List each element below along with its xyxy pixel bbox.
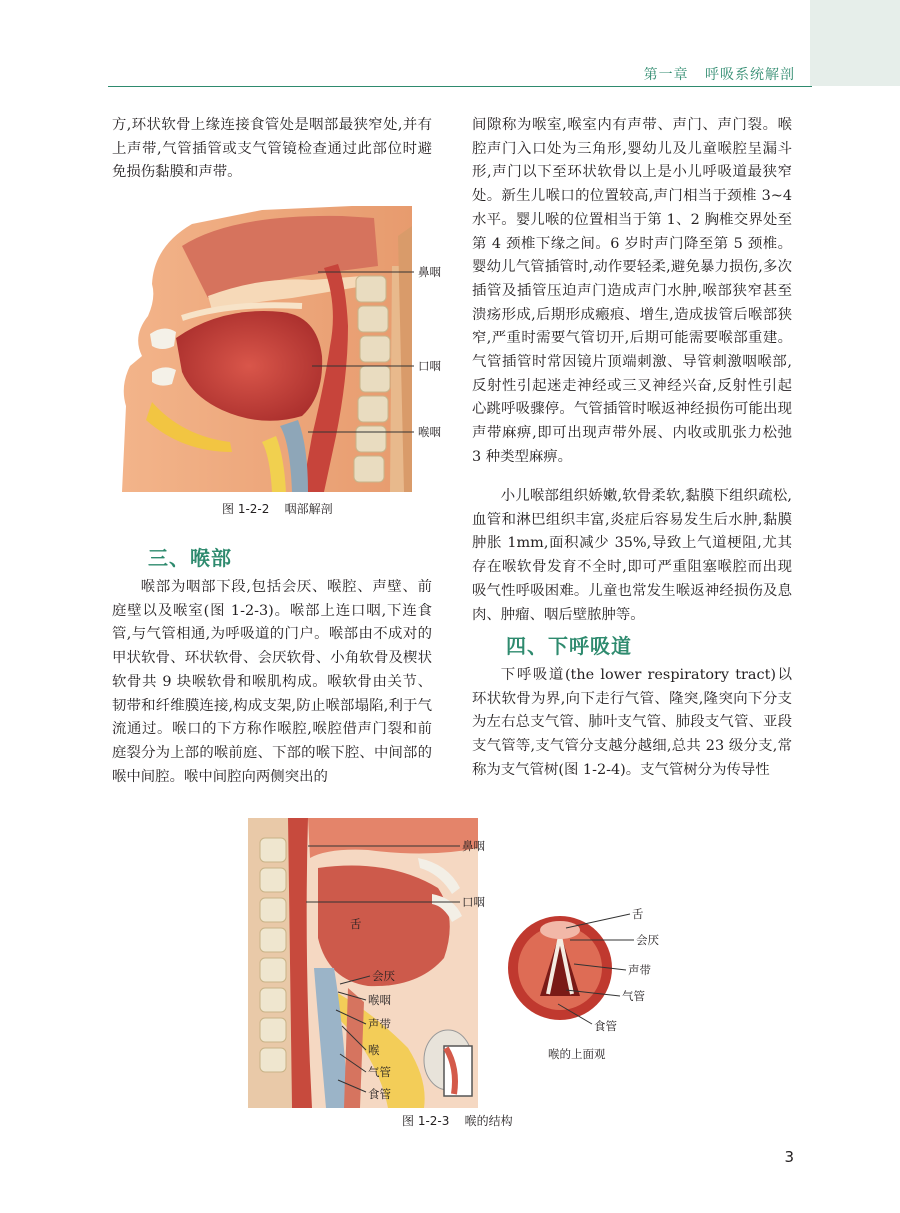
label-nasopharynx: 鼻咽	[462, 839, 485, 853]
label-esophagus: 食管	[368, 1087, 391, 1101]
figure-caption: 图 1-2-3 喉的结构	[402, 1114, 513, 1128]
figure-larynx-structure	[248, 818, 664, 1108]
label-esophagus-top-view: 食管	[594, 1019, 617, 1033]
left-column-top	[112, 114, 432, 185]
larynx-illustration	[248, 818, 664, 1108]
paragraph: 喉部为咽部下段,包括会厌、喉腔、声壁、前庭壁以及喉室(图 1-2-3)。喉部上连口咽,下连食管,与气管相通,为呼吸道的门户。喉部由不成对的甲状软骨、环状软骨、会厌软骨、小角软骨及楔状软骨共 9 块喉软骨和喉肌构成。喉软骨由关节、韧带和纤维膜连接,构成支架,防止喉部塌陷,利于气流通过。喉口的下方称作喉腔,喉腔借声门裂和前庭裂分为上部的喉前庭、下部的喉下腔、中间部的喉中间腔。喉中间腔向两侧突出的	[112, 579, 432, 785]
label-larynx: 喉	[368, 1043, 380, 1057]
right-column-middle	[472, 485, 792, 627]
label-oropharynx: 口咽	[418, 359, 441, 373]
header-rule	[108, 86, 812, 87]
right-column-bottom	[472, 664, 792, 783]
inset-caption: 喉的上面观	[548, 1047, 606, 1061]
label-trachea-top-view: 气管	[622, 989, 645, 1003]
label-epiglottis: 会厌	[372, 969, 395, 983]
section-heading: 三、喉部	[148, 546, 232, 570]
section-heading: 四、下呼吸道	[506, 634, 632, 658]
label-epiglottis-top-view: 会厌	[636, 933, 659, 947]
running-header: 第一章 呼吸系统解剖	[643, 67, 795, 83]
figure-pharynx-anatomy	[112, 206, 446, 492]
right-column-top	[472, 114, 792, 470]
label-vocal-cord-top-view: 声带	[628, 963, 651, 977]
figure-caption: 图 1-2-2 咽部解剖	[222, 502, 333, 516]
label-vocal-cord: 声带	[368, 1017, 391, 1031]
label-laryngopharynx: 喉咽	[418, 425, 441, 439]
label-laryngopharynx: 喉咽	[368, 993, 391, 1007]
paragraph: 间隙称为喉室,喉室内有声带、声门、声门裂。喉腔声门入口处为三角形,婴幼儿及儿童喉腔呈漏斗形,声门以下至环状软骨以上是小儿呼吸道最狭窄处。新生儿喉口的位置较高,声门相当于颈椎 3~4 水平。婴儿喉的位置相当于第 1、2 胸椎交界处至第 4 颈椎下缘之间。6 岁时声门降至第 5 颈椎。婴幼儿气管插管时,动作要轻柔,避免暴力损伤,多次插管及插管压迫声门造成声门水肿,喉部狭窄甚至溃疡形成,后期形成瘢痕、增生,造成拔管后喉部狭窄,严重时需要气管切开,后期可能需要喉部重建。气管插管时常因镜片顶端刺激、导管刺激咽喉部,反射性引起迷走神经或三叉神经兴奋,反射性引起心跳呼吸骤停。气管插管时喉返神经损伤可能出现声带麻痹,即可出现声带外展、内收或肌张力松弛 3 种类型麻痹。	[472, 117, 792, 465]
paragraph: 下呼吸道(the lower respiratory tract)以环状软骨为界,向下走行气管、隆突,隆突向下分支为左右总支气管、肺叶支气管、肺段支气管、亚段支气管等,支气管分支越分越细,总共 23 级分支,常称为支气管树(图 1-2-4)。支气管树分为传导性	[472, 667, 792, 778]
pharynx-illustration	[112, 206, 446, 492]
left-column-bottom	[112, 576, 432, 789]
label-tongue-top-view: 舌	[632, 907, 644, 921]
page-number: 3	[784, 1148, 794, 1166]
label-nasopharynx: 鼻咽	[418, 265, 441, 279]
label-oropharynx: 口咽	[462, 895, 485, 909]
corner-tab	[810, 0, 900, 86]
paragraph: 方,环状软骨上缘连接食管处是咽部最狭窄处,并有上声带,气管插管或支气管镜检查通过此部位时避免损伤黏膜和声带。	[112, 117, 432, 181]
label-trachea: 气管	[368, 1065, 391, 1079]
label-tongue: 舌	[350, 917, 362, 931]
paragraph: 小儿喉部组织娇嫩,软骨柔软,黏膜下组织疏松,血管和淋巴组织丰富,炎症后容易发生后水肿,黏膜肿胀 1mm,面积减少 35%,导致上气道梗阻,尤其存在喉软骨发育不全时,即可严重阻塞喉腔而出现吸气性呼吸困难。儿童也常发生喉返神经损伤及息肉、肿瘤、咽后壁脓肿等。	[472, 488, 792, 623]
